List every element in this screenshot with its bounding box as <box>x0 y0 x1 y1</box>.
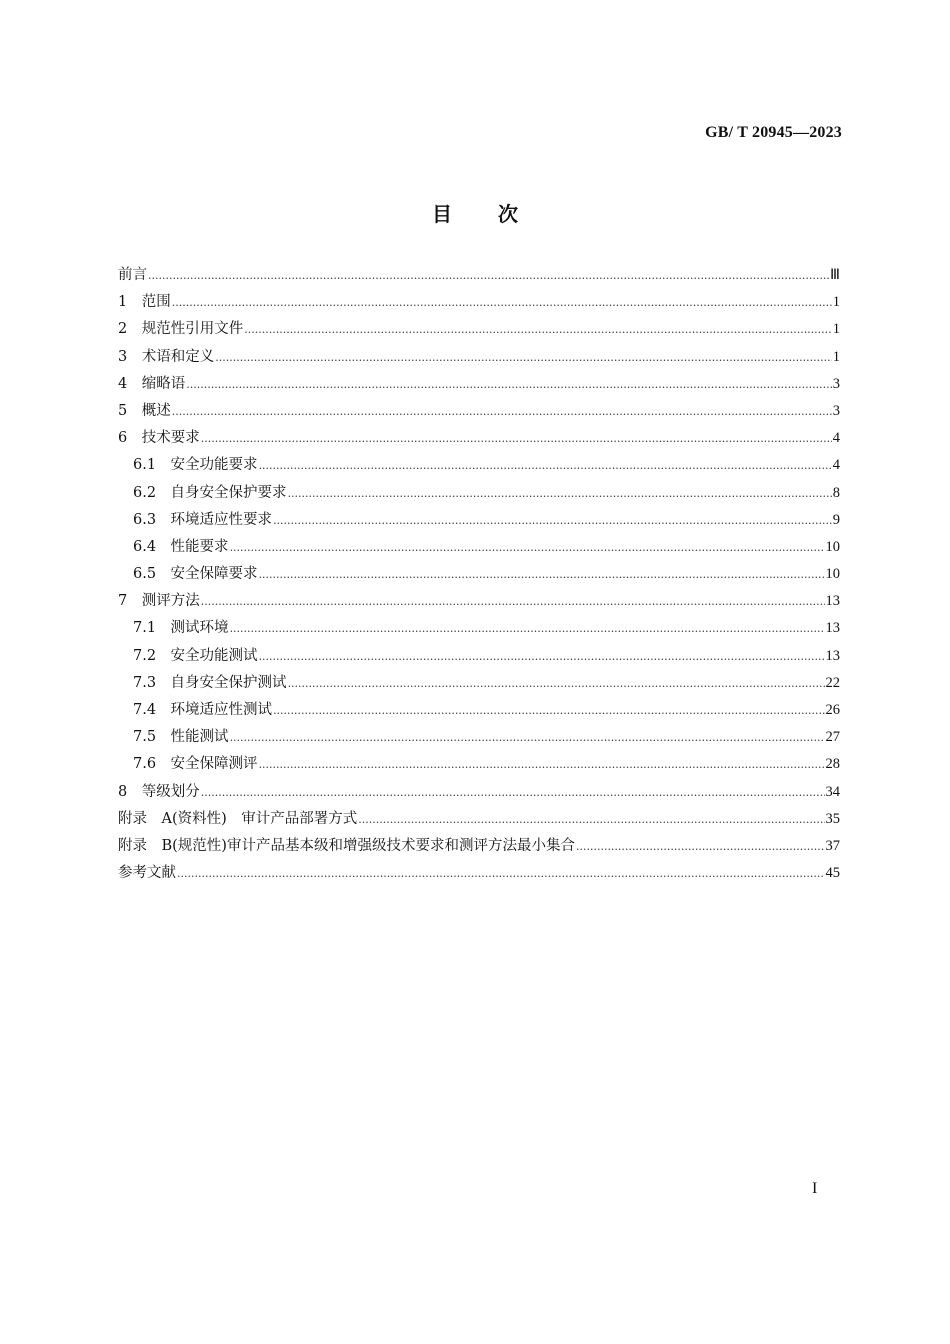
toc-entry-label: 前言 <box>118 267 147 283</box>
toc-entry[interactable] <box>118 861 840 888</box>
toc-entry[interactable] <box>118 807 840 834</box>
toc-leader-dots <box>148 267 829 283</box>
toc-leader-dots <box>576 838 825 854</box>
toc-leader-dots <box>259 566 825 582</box>
page-number: I <box>812 1180 818 1197</box>
toc-leader-dots <box>201 593 825 609</box>
toc-entry-page: 13 <box>825 593 840 610</box>
toc-entry-page: 22 <box>825 674 840 691</box>
toc-entry-page: 10 <box>825 566 840 583</box>
toc-entry-page: 10 <box>825 538 840 555</box>
toc-leader-dots <box>215 349 832 365</box>
toc-entry-label: 3 术语和定义 <box>118 348 215 365</box>
table-of-contents <box>118 263 840 888</box>
toc-entry-page: 1 <box>832 348 840 365</box>
toc-entry-page: 35 <box>825 810 840 827</box>
toc-entry[interactable] <box>118 372 840 399</box>
toc-entry-page: 37 <box>825 837 840 854</box>
toc-entry-label: 8 等级划分 <box>118 783 200 800</box>
toc-entry-page: 1 <box>832 321 840 338</box>
toc-entry-label: 附录 B(规范性)审计产品基本级和增强级技术要求和测评方法最小集合 <box>118 837 575 854</box>
toc-entry-label: 6.1 安全功能要求 <box>133 457 258 474</box>
toc-entry-label: 6.5 安全保障要求 <box>133 566 258 583</box>
toc-leader-dots <box>244 321 832 337</box>
toc-entry[interactable] <box>118 345 840 372</box>
toc-entry-page: 13 <box>825 647 840 664</box>
toc-entry-label: 1 范围 <box>118 294 171 311</box>
toc-leader-dots <box>201 784 825 800</box>
toc-entry-page: 13 <box>825 620 840 637</box>
toc-entry[interactable] <box>118 752 840 779</box>
toc-entry-label: 7.5 性能测试 <box>133 729 229 746</box>
toc-entry[interactable] <box>118 453 840 480</box>
toc-entry[interactable] <box>118 317 840 344</box>
toc-leader-dots <box>288 675 825 691</box>
toc-leader-dots <box>273 512 832 528</box>
toc-entry[interactable] <box>118 426 840 453</box>
toc-entry-page: 4 <box>832 457 840 474</box>
toc-entry-label: 6 技术要求 <box>118 430 200 447</box>
toc-leader-dots <box>273 702 824 718</box>
toc-entry-page: 28 <box>825 756 840 773</box>
page-title: 目次 <box>432 202 564 226</box>
toc-leader-dots <box>177 865 825 881</box>
toc-leader-dots <box>172 403 832 419</box>
toc-entry-page: Ⅲ <box>830 267 840 283</box>
toc-entry[interactable] <box>118 481 840 508</box>
toc-entry-label: 7.2 安全功能测试 <box>133 647 258 664</box>
toc-entry-label: 2 规范性引用文件 <box>118 321 244 338</box>
toc-entry[interactable] <box>118 616 840 643</box>
toc-entry-page: 3 <box>832 402 840 419</box>
toc-entry-label: 5 概述 <box>118 402 171 419</box>
toc-leader-dots <box>230 729 825 745</box>
toc-entry[interactable] <box>118 508 840 535</box>
toc-entry[interactable] <box>118 834 840 861</box>
toc-leader-dots <box>201 430 832 446</box>
toc-entry-page: 45 <box>825 865 840 882</box>
toc-entry[interactable] <box>118 535 840 562</box>
toc-entry-page: 34 <box>825 783 840 800</box>
toc-entry[interactable] <box>118 562 840 589</box>
toc-leader-dots <box>259 756 825 772</box>
toc-entry-page: 3 <box>832 375 840 392</box>
toc-leader-dots <box>186 376 832 392</box>
toc-entry-label: 6.4 性能要求 <box>133 538 229 555</box>
toc-entry-label: 7.1 测试环境 <box>133 620 229 637</box>
toc-entry-page: 8 <box>832 484 840 501</box>
standard-code: GB/ T 20945—2023 <box>705 124 842 141</box>
toc-entry-label: 7 测评方法 <box>118 593 200 610</box>
toc-entry[interactable] <box>118 671 840 698</box>
toc-entry[interactable] <box>118 589 840 616</box>
toc-entry-label: 附录 A(资料性) 审计产品部署方式 <box>118 810 358 827</box>
toc-entry-label: 7.3 自身安全保护测试 <box>133 674 287 691</box>
toc-entry-page: 26 <box>825 702 840 718</box>
toc-leader-dots <box>288 485 832 501</box>
toc-entry[interactable] <box>118 290 840 317</box>
toc-entry-label: 7.6 安全保障测评 <box>133 756 258 773</box>
toc-entry-page: 4 <box>832 430 840 447</box>
toc-entry[interactable] <box>118 399 840 426</box>
toc-entry-page: 1 <box>832 294 840 311</box>
toc-entry[interactable] <box>118 644 840 671</box>
toc-entry-page: 9 <box>832 511 840 528</box>
toc-leader-dots <box>230 539 825 555</box>
toc-entry-label: 4 缩略语 <box>118 375 186 392</box>
toc-entry-label: 6.2 自身安全保护要求 <box>133 484 287 501</box>
toc-entry[interactable] <box>118 263 840 290</box>
toc-leader-dots <box>358 811 824 827</box>
toc-entry-page: 27 <box>825 729 840 746</box>
toc-entry-label: 参考文献 <box>118 865 176 882</box>
toc-entry[interactable] <box>118 698 840 725</box>
toc-leader-dots <box>259 457 832 473</box>
toc-entry[interactable] <box>118 780 840 807</box>
toc-leader-dots <box>172 294 832 310</box>
toc-leader-dots <box>230 620 825 636</box>
toc-leader-dots <box>259 648 825 664</box>
toc-entry-label: 7.4 环境适应性测试 <box>133 702 273 718</box>
toc-entry[interactable] <box>118 725 840 752</box>
toc-entry-label: 6.3 环境适应性要求 <box>133 511 273 528</box>
